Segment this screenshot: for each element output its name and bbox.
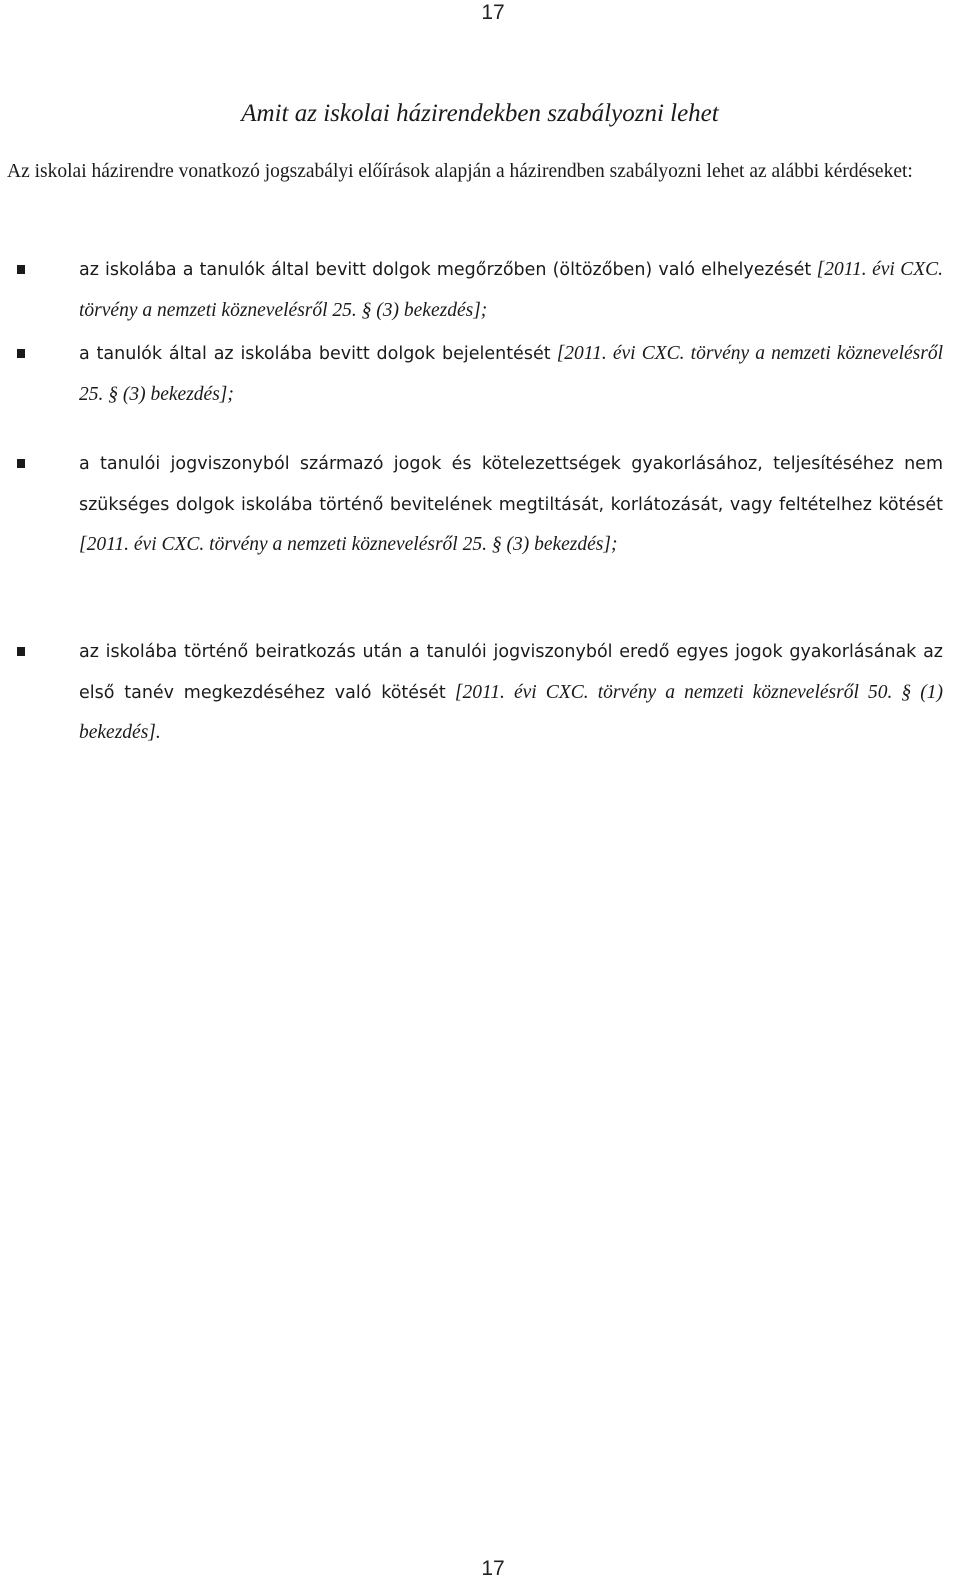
item-body: az iskolába történő beiratkozás után a tanulói jogviszonyból eredő egyes jogok gyakorlásának az első tanév megkezdéséhez való kötését bbox=[79, 642, 943, 703]
item-body: az iskolába a tanulók által bevitt dolgok megőrzőben (öltözőben) való elhelyezését bbox=[79, 260, 812, 280]
page-number-bottom: 17 bbox=[481, 1557, 505, 1580]
square-bullet-icon bbox=[17, 349, 25, 358]
page-number-top: 17 bbox=[481, 1, 505, 24]
list-item-text bbox=[79, 250, 943, 331]
item-body: a tanulók által az iskolába bevitt dolgok bejelentését bbox=[79, 344, 551, 364]
law-citation: [2011. évi CXC. törvény a nemzeti köznevelésről 25. § (3) bekezdés]; bbox=[79, 259, 944, 321]
section-heading: Amit az iskolai házirendekben szabályozni lehet bbox=[241, 100, 719, 127]
square-bullet-icon bbox=[17, 459, 25, 468]
list-item-text bbox=[79, 632, 943, 754]
law-citation: [2011. évi CXC. törvény a nemzeti köznevelésről 25. § (3) bekezdés]; bbox=[79, 534, 618, 555]
list-item-text bbox=[79, 334, 943, 415]
square-bullet-icon bbox=[17, 647, 25, 656]
square-bullet-icon bbox=[17, 265, 25, 274]
law-citation: [2011. évi CXC. törvény a nemzeti köznevelésről 25. § (3) bekezdés]; bbox=[79, 343, 943, 405]
law-citation: [2011. évi CXC. törvény a nemzeti köznevelésről 50. § (1) bekezdés]. bbox=[79, 681, 944, 743]
list-item-text bbox=[79, 444, 943, 566]
intro-paragraph: Az iskolai házirendre vonatkozó jogszabályi előírások alapján a házirendben szabályozni lehet az alábbi kérdéseket: bbox=[7, 161, 913, 182]
item-body: a tanulói jogviszonyból származó jogok és kötelezettségek gyakorlásához, teljesítéséhez nem szükséges dolgok iskolába történő bevitelének megtiltását, korlátozását, vagy feltételhez kötését bbox=[79, 454, 943, 515]
